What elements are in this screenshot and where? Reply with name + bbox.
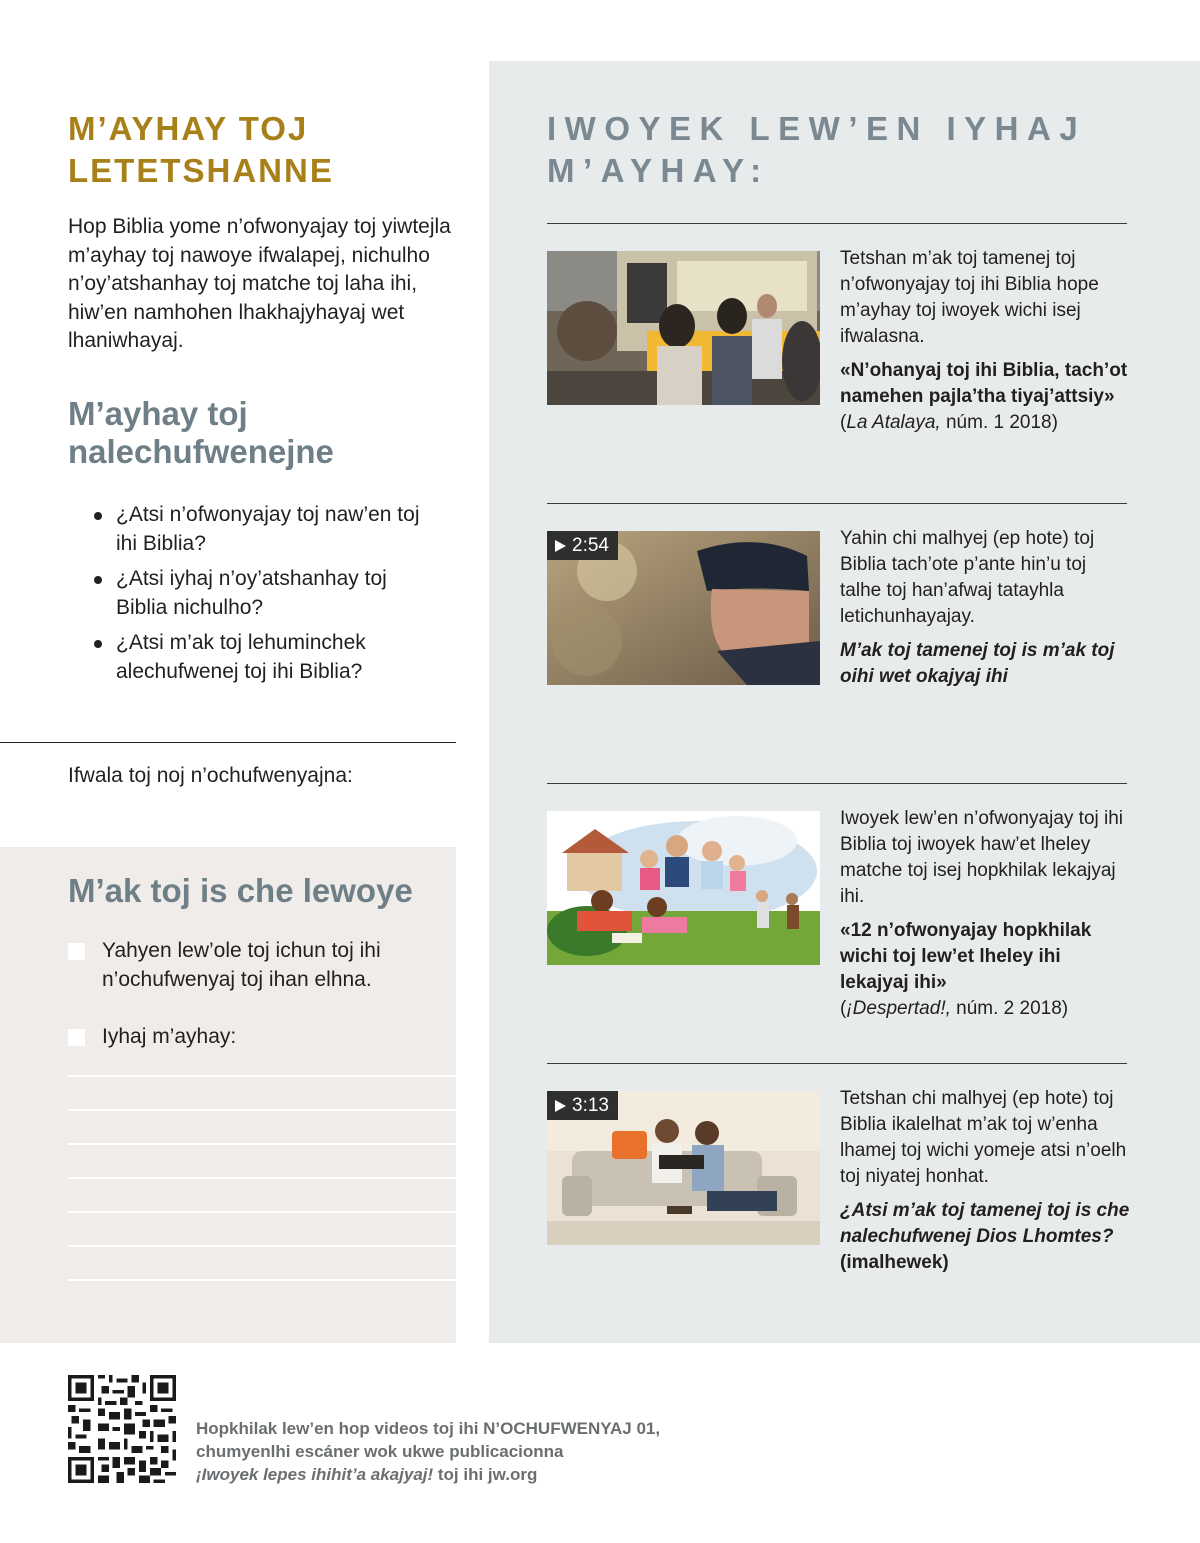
resource-item (840, 806, 1130, 1022)
item-description: Tetshan m’ak toj tamenej toj n’ofwonyajay toj ihi Biblia hope m’ayhay toj iwoyek wichi isej ifwalasna. (840, 248, 1099, 347)
checkbox[interactable] (68, 943, 85, 960)
page-title: M’AYHAY TOJ LETETSHANNE (68, 110, 334, 189)
video-title: ¿Atsi m’ak toj tamenej toj is che nalechufwenej Dios Lhomtes? (840, 1200, 1130, 1247)
video-duration: 3:13 (572, 1095, 609, 1116)
footer-line (196, 1463, 716, 1486)
item-description: Iwoyek lew’en n’ofwonyajay toj ihi Biblia toj iwoyek haw’et lheley matche toj isej hopkhilak lekajyaj ihi. (840, 808, 1124, 907)
video-duration-badge (547, 531, 618, 560)
article-source: (¡Despertad!, núm. 2 2018) (840, 998, 1069, 1019)
writing-line[interactable] (68, 1109, 456, 1111)
writing-line[interactable] (68, 1211, 456, 1213)
play-icon (555, 540, 566, 552)
item-description: Yahin chi malhyej (ep hote) toj Biblia tach’ote p’ante hin’u toj talhe toj han’afwaj tatayhla letichunhayajay. (840, 528, 1095, 627)
writing-line[interactable] (68, 1177, 456, 1179)
footer-note (196, 1417, 716, 1486)
writing-line[interactable] (68, 1245, 456, 1247)
divider (547, 223, 1127, 224)
questions-heading: M’ayhay toj nalechufwenejne (68, 395, 334, 470)
todo-box (0, 847, 456, 1343)
street-scene-image (547, 251, 820, 405)
footer-line: Hopkhilak lew’en hop videos toj ihi N’OCHUFWENYAJ 01, (196, 1419, 661, 1438)
answer-label: Ifwala toj noj n’ochufwenyajna: (68, 764, 353, 787)
video-note: (imalhewek) (840, 1252, 949, 1273)
video-link[interactable] (840, 1198, 1130, 1276)
article-source: (La Atalaya, núm. 1 2018) (840, 412, 1058, 433)
resource-item (840, 526, 1130, 690)
video-duration-badge (547, 1091, 618, 1120)
footer-line: chumyenlhi escáner wok ukwe publicacionna (196, 1442, 564, 1461)
resource-item (840, 1086, 1130, 1276)
list-item: ¿Atsi m’ak toj lehuminchek alechufwenej toj ihi Biblia? (92, 629, 442, 686)
family-illustration-image (547, 811, 820, 965)
todo-label: Iyhaj m’ayhay: (102, 1025, 237, 1048)
video-thumbnail[interactable] (547, 1091, 820, 1245)
issue-number: núm. 2 2018 (950, 998, 1062, 1019)
list-item: ¿Atsi n’ofwonyajay toj naw’en toj ihi Biblia? (92, 501, 442, 558)
writing-line[interactable] (68, 1279, 456, 1281)
writing-line[interactable] (68, 1075, 456, 1077)
todo-item-read[interactable] (68, 937, 438, 994)
divider (547, 1063, 1127, 1064)
writing-line[interactable] (68, 1143, 456, 1145)
video-thumbnail[interactable] (547, 531, 820, 685)
video-link[interactable]: M’ak toj tamenej toj is m’ak toj oihi wet okajyaj ihi (840, 640, 1115, 687)
resource-item (840, 246, 1130, 436)
footer-site: toj ihi jw.org (433, 1465, 538, 1484)
article-link[interactable]: «12 n’ofwonyajay hopkhilak wichi toj lew’et lheley ihi lekajyaj ihi» (840, 920, 1092, 993)
article-link[interactable]: «N’ohanyaj toj ihi Biblia, tach’ot namehen pajla’tha tiyaj’attsiy» (840, 360, 1128, 407)
divider (0, 742, 456, 743)
divider (547, 783, 1127, 784)
more-info-heading: IWOYEK LEW’EN IYHAJ M’AYHAY: (547, 110, 1087, 189)
article-thumbnail[interactable] (547, 811, 820, 965)
todo-heading: M’ak toj is che lewoye (68, 872, 413, 909)
brochure-title: ¡Iwoyek lepes ihihit’a akajyaj! (196, 1465, 434, 1484)
todo-label: Yahyen lew’ole toj ichun toj ihi n’ochufwenyaj toj ihan elhna. (102, 939, 381, 991)
question-list (92, 501, 442, 693)
play-icon (555, 1100, 566, 1112)
video-duration: 2:54 (572, 535, 609, 556)
issue-number: núm. 1 2018 (940, 412, 1052, 433)
todo-item-questions[interactable] (68, 1023, 438, 1052)
publication-name: La Atalaya, (846, 412, 941, 433)
divider (547, 503, 1127, 504)
item-description: Tetshan chi malhyej (ep hote) toj Biblia ikalelhat m’ak toj w’enha lhamej toj wichi yomeje atsi n’oelh toj niyatej honhat. (840, 1088, 1127, 1187)
checkbox[interactable] (68, 1029, 85, 1046)
intro-paragraph: Hop Biblia yome n’ofwonyajay toj yiwtejla m’ayhay toj nawoye ifwalapej, nichulho n’oy’atshanhay toj matche toj laha ihi, hiw’en namhohen lhakhajyhayaj wet lhaniwhayaj. (68, 215, 451, 352)
publication-name: ¡Despertad!, (846, 998, 951, 1019)
article-thumbnail[interactable] (547, 251, 820, 405)
list-item: ¿Atsi iyhaj n’oy’atshanhay toj Biblia nichulho? (92, 565, 442, 622)
qr-code-icon[interactable] (68, 1375, 176, 1483)
